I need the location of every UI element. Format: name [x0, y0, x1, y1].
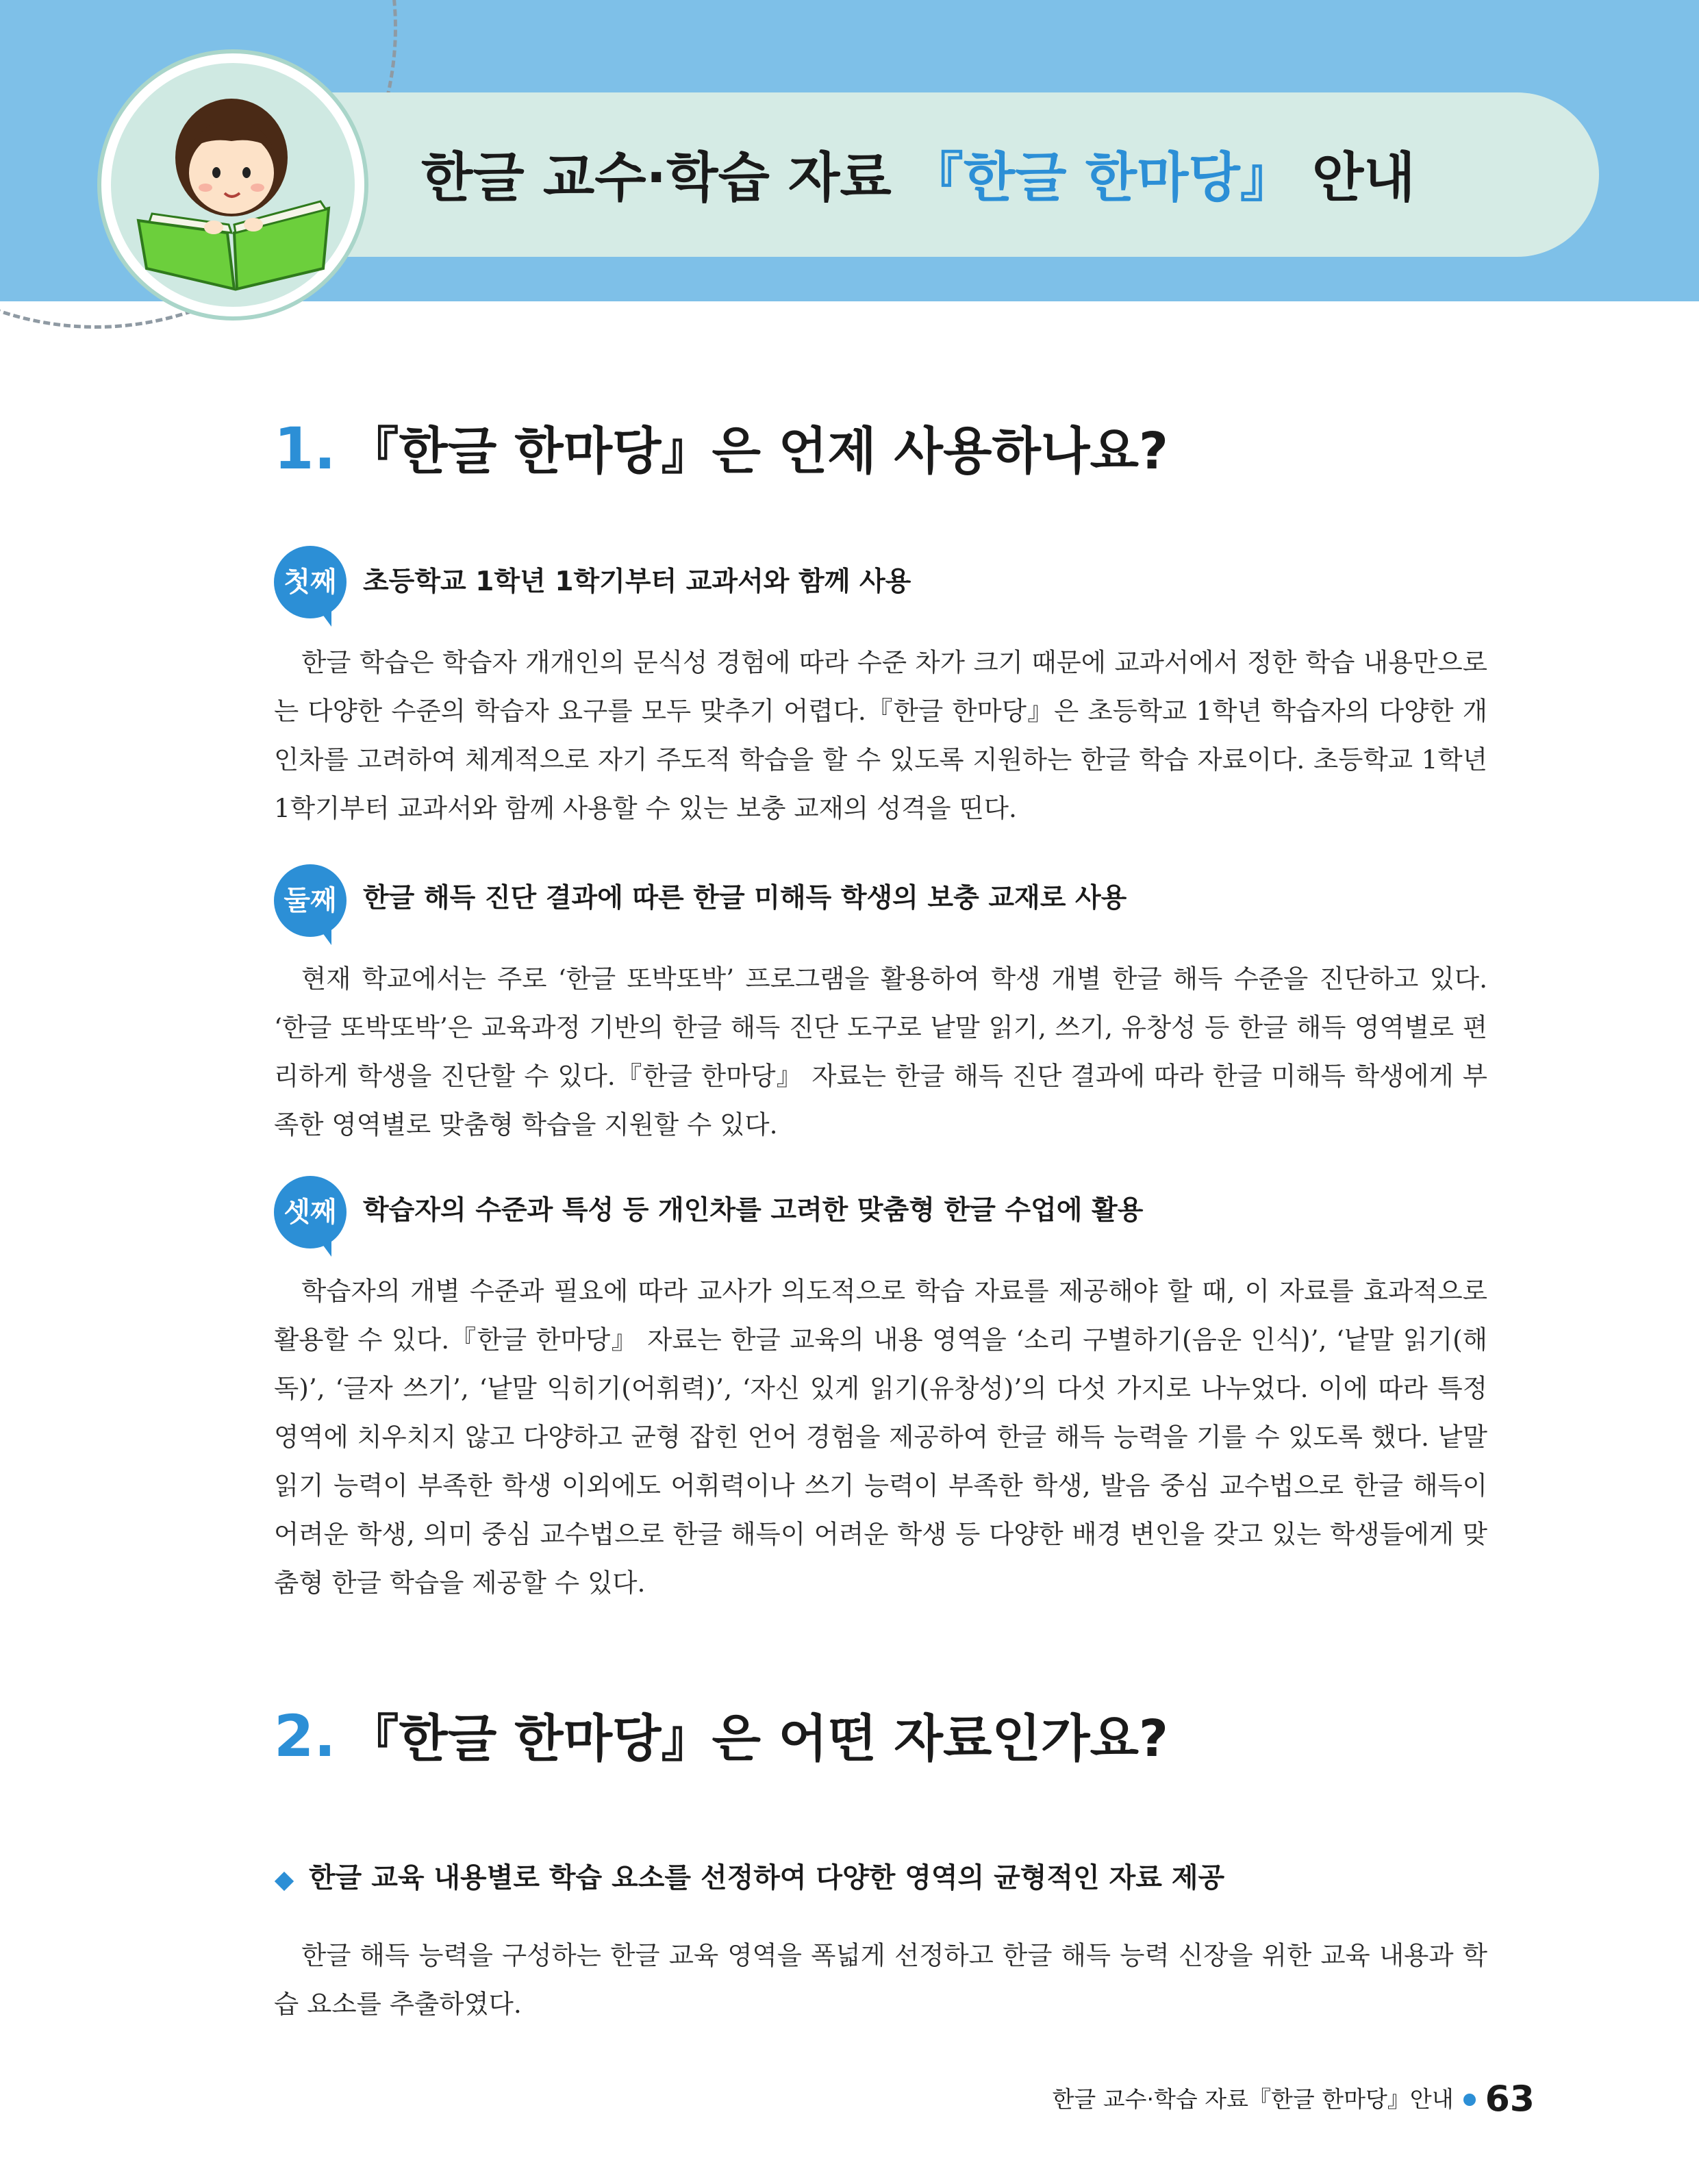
- badge-second: 둘째: [274, 864, 347, 937]
- section-heading: [274, 1698, 1168, 1774]
- page-title: [421, 137, 1415, 219]
- paragraph-third: 학습자의 개별 수준과 필요에 따라 교사가 의도적으로 학습 자료를 제공해야 할 때, 이 자료를 효과적으로 활용할 수 있다.『한글 한마당』 자료는 한글 교육의 내용 영역을 ‘소리 구별하기(음운 인식)’, ‘낱말 읽기(해독)’, ‘글자 쓰기’, ‘낱말 익히기(어휘력)’, ‘자신 있게 읽기(유창성)’의 다섯 가지로 나누었다. 이에 따라 특정 영역에 치우치지 않고 다양하고 균형 잡힌 언어 경험을 제공하여 한글 해득 능력을 기를 수 있도록 했다. 낱말 읽기 능력이 부족한 학생 이외에도 어휘력이나 쓰기 능력이 부족한 학생, 발음 중심 교수법으로 한글 해득이 어려운 학생, 의미 중심 교수법으로 한글 해득이 어려운 학생 등 다양한 배경 변인을 갖고 있는 학생들에게 맞춤형 한글 학습을 제공할 수 있다.: [274, 1276, 1487, 1598]
- section-heading-text: 『한글 한마당』은 어떤 자료인가요?: [348, 1709, 1168, 1768]
- section-heading-text: 『한글 한마당』은 언제 사용하나요?: [348, 422, 1168, 481]
- paragraph-first: 한글 학습은 학습자 개개인의 문식성 경험에 따라 수준 차가 크기 때문에 교과서에서 정한 학습 내용만으로는 다양한 수준의 학습자 요구를 모두 맞추기 어렵다.『한글 한마당』은 초등학교 1학년 학습자의 다양한 개인차를 고려하여 체계적으로 자기 주도적 학습을 할 수 있도록 지원하는 한글 학습 자료이다. 초등학교 1학년 1학기부터 교과서와 함께 사용할 수 있는 보충 교재의 성격을 띤다.: [274, 647, 1487, 823]
- subheading-third: 학습자의 수준과 특성 등 개인차를 고려한 맞춤형 한글 수업에 활용: [363, 1195, 1144, 1226]
- page-title-main: 한글 교수·학습 자료: [421, 147, 910, 209]
- paragraph-second: 현재 학교에서는 주로 ‘한글 또박또박’ 프로그램을 활용하여 학생 개별 한글 해득 수준을 진단하고 있다. ‘한글 또박또박’은 교육과정 기반의 한글 해득 진단 도구로 낱말 읽기, 쓰기, 유창성 등 한글 해득 영역별로 편리하게 학생을 진단할 수 있다.『한글 한마당』 자료는 한글 해득 진단 결과에 따라 한글 미해득 학생에게 부족한 영역별로 맞춤형 학습을 지원할 수 있다.: [274, 964, 1487, 1140]
- reading-girl-icon: [111, 63, 355, 307]
- section-number: 1.: [274, 415, 336, 482]
- section-number: 2.: [274, 1703, 336, 1770]
- bullet-heading-text: 한글 교육 내용별로 학습 요소를 선정하여 다양한 영역의 균형적인 자료 제공: [309, 1862, 1225, 1894]
- subheading-first: 초등학교 1학년 1학기부터 교과서와 함께 사용: [363, 566, 911, 597]
- page-title-end: 안내: [1293, 147, 1415, 209]
- paragraph-section2: 한글 해득 능력을 구성하는 한글 교육 영역을 폭넓게 선정하고 한글 해득 능력 신장을 위한 교육 내용과 학습 요소를 추출하였다.: [274, 1940, 1487, 2019]
- badge-first: 첫째: [274, 546, 347, 618]
- page-footer: [1052, 2072, 1535, 2126]
- diamond-bullet-icon: [275, 1871, 294, 1890]
- running-title: 한글 교수·학습 자료『한글 한마당』안내: [1052, 2085, 1454, 2113]
- page-number: 63: [1485, 2079, 1535, 2120]
- page-title-accent: 『한글 한마당』: [909, 147, 1294, 209]
- bullet-heading: [277, 1850, 1224, 1905]
- footer-dot-icon: [1463, 2094, 1476, 2106]
- subheading-second: 한글 해득 진단 결과에 따른 한글 미해득 학생의 보충 교재로 사용: [363, 883, 1127, 914]
- badge-third: 셋째: [274, 1176, 347, 1248]
- section-heading: [274, 411, 1168, 486]
- reading-girl-illustration: [101, 53, 364, 316]
